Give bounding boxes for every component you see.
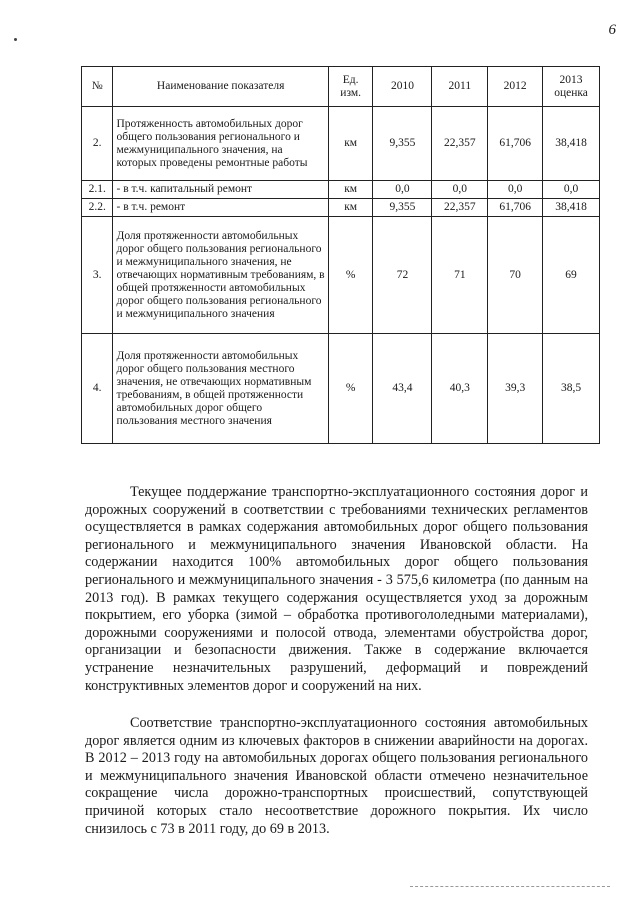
row-value-2012: 0,0 bbox=[488, 181, 543, 199]
row-value-2011: 22,357 bbox=[432, 107, 488, 181]
row-value-2013: 69 bbox=[543, 217, 600, 334]
row-value-2010: 43,4 bbox=[373, 334, 432, 444]
row-value-2011: 40,3 bbox=[432, 334, 488, 444]
header-2010: 2010 bbox=[373, 67, 432, 107]
row-value-2013: 38,418 bbox=[543, 107, 600, 181]
table-row bbox=[82, 107, 600, 181]
row-value-2011: 71 bbox=[432, 217, 488, 334]
row-value-2013: 38,5 bbox=[543, 334, 600, 444]
row-value-2012: 70 bbox=[488, 217, 543, 334]
row-value-2010: 9,355 bbox=[373, 107, 432, 181]
header-num: № bbox=[82, 67, 113, 107]
row-num: 4. bbox=[82, 334, 113, 444]
header-name: Наименование показателя bbox=[113, 67, 328, 107]
row-num: 2.1. bbox=[82, 181, 113, 199]
row-unit: км bbox=[328, 199, 373, 217]
scan-speck bbox=[14, 38, 17, 41]
paragraph-text: Соответствие транспортно-эксплуатационного состояния автомобильных дорог является одним из ключевых факторов в снижении аварийности на дорогах. В 2012 – 2013 году на автомобильных дорогах общего пользования регионального и межмуниципального значения Ивановской области отмечено незначительное сокращение числа дорожно-транспортных происшествий, сопутствующей причиной которых стало несоответствие дорожного покрытия. Их число снизилось с 73 в 2011 году, до 69 в 2013. bbox=[85, 715, 588, 837]
table-header-row bbox=[82, 67, 600, 107]
body-paragraph-accidents bbox=[85, 715, 588, 838]
row-name: Доля протяженности автомобильных дорог общего пользования местного значения, не отвечающих нормативным требованиям, в общей протяженности автомобильных дорог общего пользования местного значения bbox=[113, 334, 328, 444]
body-paragraph-maintenance bbox=[85, 484, 588, 695]
paragraph-text: Текущее поддержание транспортно-эксплуатационного состояния дорог и дорожных сооружений в соответствии с требованиями технических регламентов осуществляется в рамках содержания автомобильных дорог общего пользования регионального и межмуниципального значения Ивановской области. На содержании находится 100% автомобильных дорог общего пользования регионального и межмуниципального значения - 3 575,6 километра (по данным на 2013 год). В рамках текущего содержания осуществляется уход за дорожным покрытием, его уборка (зимой – обработка противогололедными материалами), дорожными сооружениями и полосой отвода, элементами обустройства дорог, организации и безопасности движения. Также в содержание включается устранение незначительных разрушений, деформаций и повреждений конструктивных элементов дорог и сооружений на них. bbox=[85, 484, 588, 694]
row-name: Доля протяженности автомобильных дорог общего пользования регионального и межмуниципального значения, не отвечающих нормативным требованиям, в общей протяженности автомобильных дорог общего пользования регионального и межмуниципального значения bbox=[113, 217, 328, 334]
table-row bbox=[82, 181, 600, 199]
bottom-divider bbox=[410, 886, 610, 887]
row-num: 2. bbox=[82, 107, 113, 181]
row-name: Протяженность автомобильных дорог общего пользования регионального и межмуниципального значения, на которых проведены ремонтные работы bbox=[113, 107, 328, 181]
header-2013: 2013 оценка bbox=[543, 67, 600, 107]
table-row bbox=[82, 217, 600, 334]
row-unit: км bbox=[328, 107, 373, 181]
row-value-2013: 0,0 bbox=[543, 181, 600, 199]
row-value-2012: 61,706 bbox=[488, 199, 543, 217]
indicators-table bbox=[81, 66, 600, 444]
row-value-2011: 22,357 bbox=[432, 199, 488, 217]
row-value-2010: 72 bbox=[373, 217, 432, 334]
row-unit: % bbox=[328, 334, 373, 444]
row-value-2012: 61,706 bbox=[488, 107, 543, 181]
page-number: 6 bbox=[608, 22, 616, 38]
row-unit: км bbox=[328, 181, 373, 199]
row-num: 2.2. bbox=[82, 199, 113, 217]
table-row bbox=[82, 334, 600, 444]
header-2011: 2011 bbox=[432, 67, 488, 107]
row-value-2010: 9,355 bbox=[373, 199, 432, 217]
header-2012: 2012 bbox=[488, 67, 543, 107]
row-value-2010: 0,0 bbox=[373, 181, 432, 199]
row-value-2013: 38,418 bbox=[543, 199, 600, 217]
row-unit: % bbox=[328, 217, 373, 334]
header-unit: Ед. изм. bbox=[328, 67, 373, 107]
row-num: 3. bbox=[82, 217, 113, 334]
row-value-2011: 0,0 bbox=[432, 181, 488, 199]
table-row bbox=[82, 199, 600, 217]
row-name: - в т.ч. капитальный ремонт bbox=[113, 181, 328, 199]
row-value-2012: 39,3 bbox=[488, 334, 543, 444]
row-name: - в т.ч. ремонт bbox=[113, 199, 328, 217]
